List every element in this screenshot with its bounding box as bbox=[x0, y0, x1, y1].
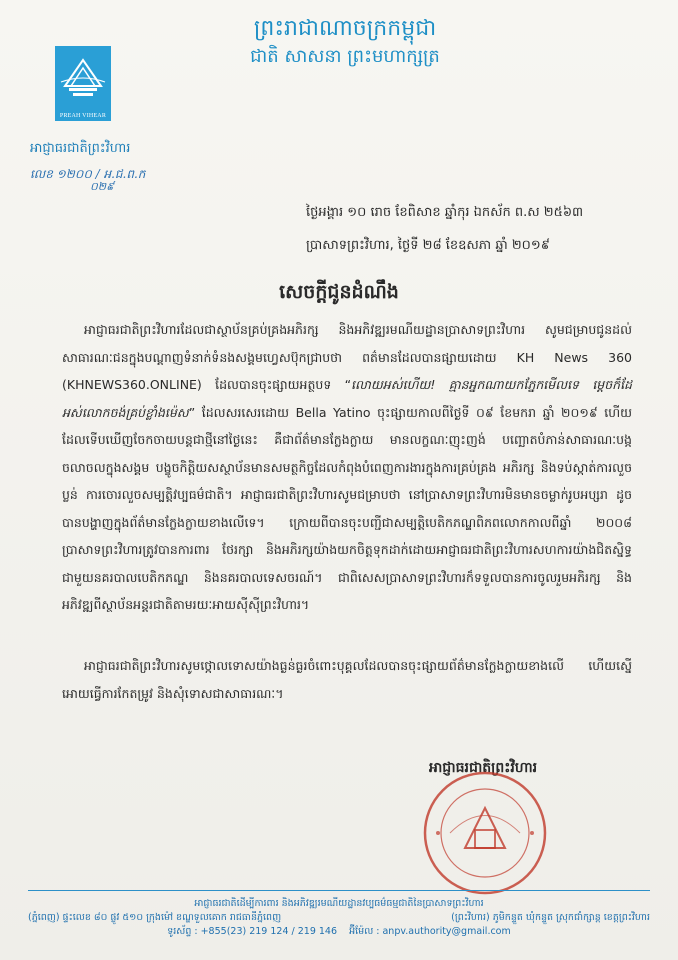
place-and-date: ប្រាសាទព្រះវិហារ, ថ្ងៃទី ២៨ ខែឧសភា ឆ្នាំ ២០១៩ bbox=[306, 238, 550, 253]
body-paragraph-2: អាជ្ញាធរជាតិព្រះវិហារសូមថ្កោលទោសយ៉ាងធ្ងន់ធ្ងរចំពោះបុគ្គលដែលបានចុះផ្សាយព័ត៌មានក្លែងក្លាយខាងលើ ហើយស្នើអោយធ្វើការកែតម្រូវ និងសុំទោសជាសាធារណៈ។ bbox=[62, 658, 632, 701]
footer-divider bbox=[28, 890, 650, 891]
body-paragraph-1-start: អាជ្ញាធរជាតិព្រះវិហារដែលជាស្ថាប័នគ្រប់គ្រងអភិរក្ស និងអភិវឌ្ឍរមណីយដ្ឋានប្រាសាទព្រះវិហារ សូមជម្រាបជូនដល់សាធារណៈជនក្នុងបណ្តាញទំនាក់ទំនងសង្គមហ្វេសប៊ុកជ្រាបថា ពត៌មានដែលបានផ្សាយដោយ KH News 360 (KHNEWS360.ONLINE) ដែលបានចុះផ្សាយអត្ថបទ “ bbox=[62, 322, 632, 392]
body-paragraph-1 bbox=[62, 316, 632, 619]
document-title: សេចក្តីជូនដំណឹង bbox=[279, 281, 399, 303]
agency-name: អាជ្ញាធរជាតិព្រះវិហារ bbox=[30, 141, 131, 156]
footer-address-preah-vihear: (ព្រះវិហារ) ភូមិកន្ទួត ឃុំកន្ទួត ស្រុកជាំក្សាន្ត ខេត្តព្រះវិហារ bbox=[451, 912, 650, 923]
national-motto bbox=[220, 14, 470, 70]
footer-addresses bbox=[28, 911, 650, 925]
footer-address-phnom-penh: (ភ្នំពេញ) ផ្ទះលេខ ៨០ ផ្លូវ ៥១០ ក្រុងម៉ៅ ខណ្ឌទួលគោក រាជធានីភ្នំពេញ bbox=[28, 912, 282, 923]
footer-phone: ទូរស័ព្ទ : +855(23) 219 124 / 219 146 bbox=[167, 926, 338, 937]
footer-organization: អាជ្ញាធរជាតិដើម្បីការពារ និងអភិវឌ្ឍរមណីយដ្ឋានវប្បធម៌ធម្មជាតិនៃប្រាសាទព្រះវិហារ bbox=[194, 898, 484, 909]
footer-contact bbox=[28, 925, 650, 939]
body-paragraph-1-end: ” ដែលសរសេរដោយ Bella Yatino ចុះផ្សាយកាលពីថ្ងៃទី ០៩ ខែមករា ឆ្នាំ ២០១៩ ហើយដែលទើបឃើញចែកចាយបន្តជាថ្មីនៅថ្ងៃនេះ គឺជាព័ត៌មានក្លែងក្លាយ មានលក្ខណៈញុះញង់ បញ្ឆោតបំភាន់សាធារណៈបង្កចលាចលក្នុងសង្គម បង្ខូចកិត្តិយសស្ថាប័នមានសមត្ថកិច្ចដែលកំពុងបំពេញការងារក្នុងការគ្រប់គ្រង អភិរក្ស និងទប់ស្កាត់ការលួចប្លន់ ការចោរលួចសម្បត្តិវប្បធម៌ជាតិ។ អាជ្ញាធរជាតិព្រះវិហារសូមជម្រាបថា នៅប្រាសាទព្រះវិហារមិនមានចម្លាក់រូបអប្សរា ដូចបានបង្ហាញក្នុងព័ត៌មានក្លែងក្លាយខាងលើទេ។ ក្រោយពីបានចុះបញ្ជីជាសម្បត្តិបេតិកភណ្ឌពិភពលោកកាលពីឆ្នាំ ២០០៨ ប្រាសាទព្រះវិហារត្រូវបានការពារ ថែរក្សា និងអភិរក្សយ៉ាងយកចិត្តទុកដាក់ដោយអាជ្ញាធរជាតិព្រះវិហារសហការយ៉ាងជិតស្និទ្ធជាមួយនគរបាលបេតិកភណ្ឌ និងនគរបាលទេសចរណ៍។ ជាពិសេសប្រាសាទព្រះវិហារក៏ទទួលបានការចូលរួមអភិរក្ស និងអភិវឌ្ឍពីស្ថាប័នអន្តរជាតិតាមរយៈអាយស៊ីស៊ីព្រះវិហារ។ bbox=[62, 404, 632, 612]
reference-number: លេខ ១២០០ / អ.ជ.ព.ក bbox=[30, 167, 146, 181]
logo-caption: PREAH VIHEAR bbox=[59, 113, 107, 119]
signer-title: អាជ្ញាធរជាតិព្រះវិហារ bbox=[428, 760, 538, 776]
motto-line-kingdom: ព្រះរាជាណាចក្រកម្ពុជា bbox=[253, 16, 437, 41]
official-seal-icon bbox=[420, 768, 550, 898]
lunar-date: ថ្ងៃអង្គារ ១០ រោច ខែពិសាខ ឆ្នាំកុរ ឯកស័ក ព.ស ២៥៦៣ bbox=[306, 205, 584, 220]
reference-number-suffix: ០២៩ bbox=[90, 180, 114, 193]
temple-icon bbox=[55, 46, 111, 108]
footer-email[interactable]: អ៊ីម៉ែល : anpv.authority@gmail.com bbox=[349, 926, 511, 937]
quoted-article-title: លោយអស់ហើយ! គ្មានអ្នកណាយកភ្នែកមើលទេ ម្តេចក៏ដែអស់លោកចង់គ្រប់ខ្លាំងម៉េស bbox=[62, 377, 632, 420]
motto-line-nation: ជាតិ សាសនា ព្រះមហាក្សត្រ bbox=[250, 46, 440, 67]
preah-vihear-logo bbox=[55, 46, 111, 121]
